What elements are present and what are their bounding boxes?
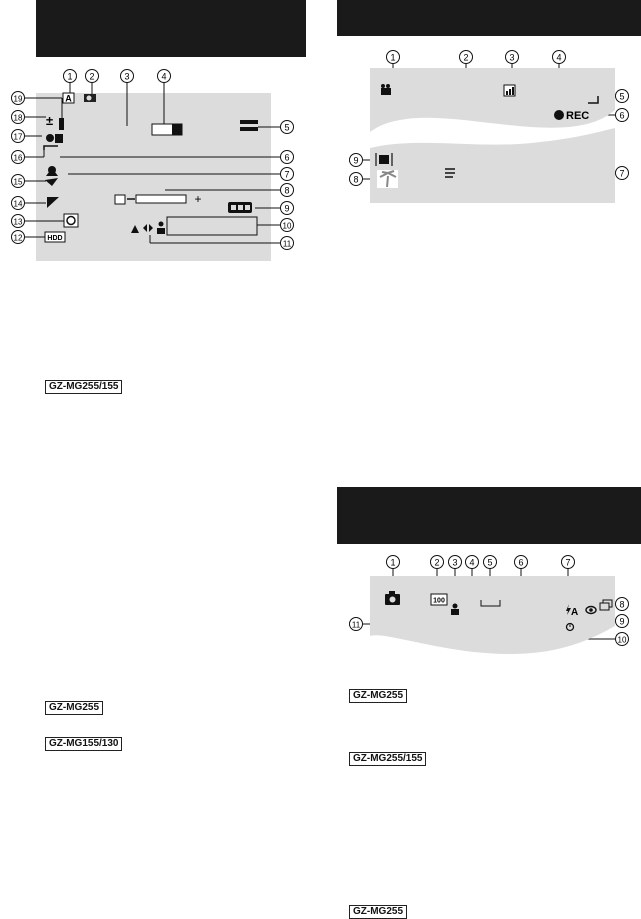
svg-text:4: 4 xyxy=(161,71,167,82)
svg-text:13: 13 xyxy=(13,217,23,227)
svg-text:17: 17 xyxy=(13,132,23,142)
model-label-right-1: GZ-MG255 xyxy=(349,689,407,703)
exposure-plusminus-icon: ± xyxy=(46,113,54,128)
svg-text:6: 6 xyxy=(284,152,290,163)
svg-text:9: 9 xyxy=(284,203,290,214)
svg-text:8: 8 xyxy=(284,185,290,196)
svg-text:100: 100 xyxy=(433,597,445,605)
svg-text:9: 9 xyxy=(353,155,359,166)
svg-text:5: 5 xyxy=(619,91,625,102)
svg-text:3: 3 xyxy=(509,52,515,63)
svg-text:7: 7 xyxy=(284,169,290,180)
svg-text:5: 5 xyxy=(284,122,290,133)
svg-text:19: 19 xyxy=(13,94,23,104)
rec-indicator: REC xyxy=(566,110,590,122)
svg-text:10: 10 xyxy=(282,221,292,231)
svg-text:7: 7 xyxy=(565,557,571,568)
svg-text:6: 6 xyxy=(518,557,524,568)
svg-text:2: 2 xyxy=(463,52,469,63)
svg-text:4: 4 xyxy=(556,52,562,63)
svg-text:11: 11 xyxy=(351,620,361,630)
svg-text:10: 10 xyxy=(617,635,627,645)
svg-text:15: 15 xyxy=(13,177,23,187)
svg-text:16: 16 xyxy=(13,153,23,163)
svg-text:+: + xyxy=(194,192,202,206)
svg-text:HDD: HDD xyxy=(47,235,63,242)
svg-text:9: 9 xyxy=(619,616,625,627)
svg-text:6: 6 xyxy=(619,110,625,121)
model-label-left-2: GZ-MG255 xyxy=(45,701,103,715)
svg-text:8: 8 xyxy=(353,174,359,185)
svg-text:14: 14 xyxy=(13,199,23,209)
svg-text:4: 4 xyxy=(469,557,475,568)
svg-text:1: 1 xyxy=(390,52,396,63)
svg-text:8: 8 xyxy=(619,599,625,610)
svg-text:2: 2 xyxy=(89,71,95,82)
model-label-right-2: GZ-MG255/155 xyxy=(349,752,426,766)
svg-text:11: 11 xyxy=(282,239,292,249)
model-label-right-3: GZ-MG255 xyxy=(349,905,407,919)
svg-text:1: 1 xyxy=(390,557,396,568)
svg-text:2: 2 xyxy=(434,557,440,568)
quality-100-icon xyxy=(431,594,447,605)
svg-text:A: A xyxy=(571,607,579,618)
svg-text:3: 3 xyxy=(124,71,130,82)
model-label-left-1: GZ-MG255/155 xyxy=(45,380,122,394)
svg-text:7: 7 xyxy=(619,168,625,179)
svg-text:3: 3 xyxy=(452,557,458,568)
svg-text:12: 12 xyxy=(13,233,23,243)
svg-text:1: 1 xyxy=(67,71,73,82)
svg-text:18: 18 xyxy=(13,113,23,123)
model-label-left-3: GZ-MG155/130 xyxy=(45,737,122,751)
svg-text:A: A xyxy=(65,93,72,104)
svg-text:5: 5 xyxy=(487,557,493,568)
